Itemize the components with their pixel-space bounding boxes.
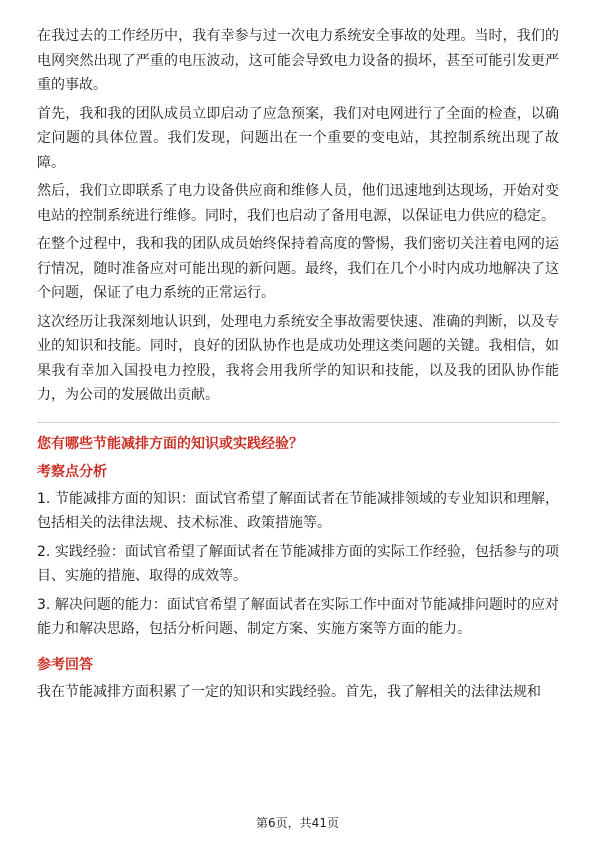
analysis-item: 3. 解决问题的能力：面试官希望了解面试者在实际工作中面对节能减排问题时的应对能力和解决思路，包括分析问题、制定方案、实施方案等方面的能力。	[37, 596, 559, 637]
analysis-item: 1. 节能减排方面的知识：面试官希望了解面试者在节能减排领域的专业知识和理解，包括相关的法律法规、技术标准、政策措施等。	[37, 490, 559, 531]
page-number: 第6页，共41页	[256, 816, 339, 830]
paragraph: 这次经历让我深刻地认识到，处理电力系统安全事故需要快速、准确的判断，以及专业的知识和技能。同时，良好的团队协作也是成功处理这类问题的关键。我相信，如果我有幸加入国投电力控股，我将会用我所学的知识和技能，以及我的团队协作能力，为公司的发展做出贡献。	[37, 313, 559, 403]
paragraph: 在我过去的工作经历中，我有幸参与过一次电力系统安全事故的处理。当时，我们的电网突然出现了严重的电压波动，这可能会导致电力设备的损坏，甚至可能引发更严重的事故。	[37, 28, 559, 93]
document-body	[37, 24, 559, 708]
analysis-heading: 考察点分析	[37, 463, 107, 480]
reference-answer: 我在节能减排方面积累了一定的知识和实践经验。首先，我了解相关的法律法规和	[37, 683, 541, 700]
paragraph: 然后，我们立即联系了电力设备供应商和维修人员，他们迅速地到达现场，开始对变电站的控制系统进行维修。同时，我们也启动了备用电源，以保证电力供应的稳定。	[37, 183, 559, 224]
section-divider	[37, 422, 559, 423]
reference-heading: 参考回答	[37, 656, 93, 673]
paragraph: 在整个过程中，我和我的团队成员始终保持着高度的警惕，我们密切关注着电网的运行情况，随时准备应对可能出现的新问题。最终，我们在几个小时内成功地解决了这个问题，保证了电力系统的正常运行。	[37, 236, 559, 301]
question-heading: 您有哪些节能减排方面的知识或实践经验？	[37, 435, 303, 452]
analysis-item: 2. 实践经验：面试官希望了解面试者在节能减排方面的实际工作经验，包括参与的项目、实施的措施、取得的成效等。	[37, 543, 559, 584]
paragraph: 首先，我和我的团队成员立即启动了应急预案，我们对电网进行了全面的检查，以确定问题的具体位置。我们发现，问题出在一个重要的变电站，其控制系统出现了故障。	[37, 105, 559, 171]
